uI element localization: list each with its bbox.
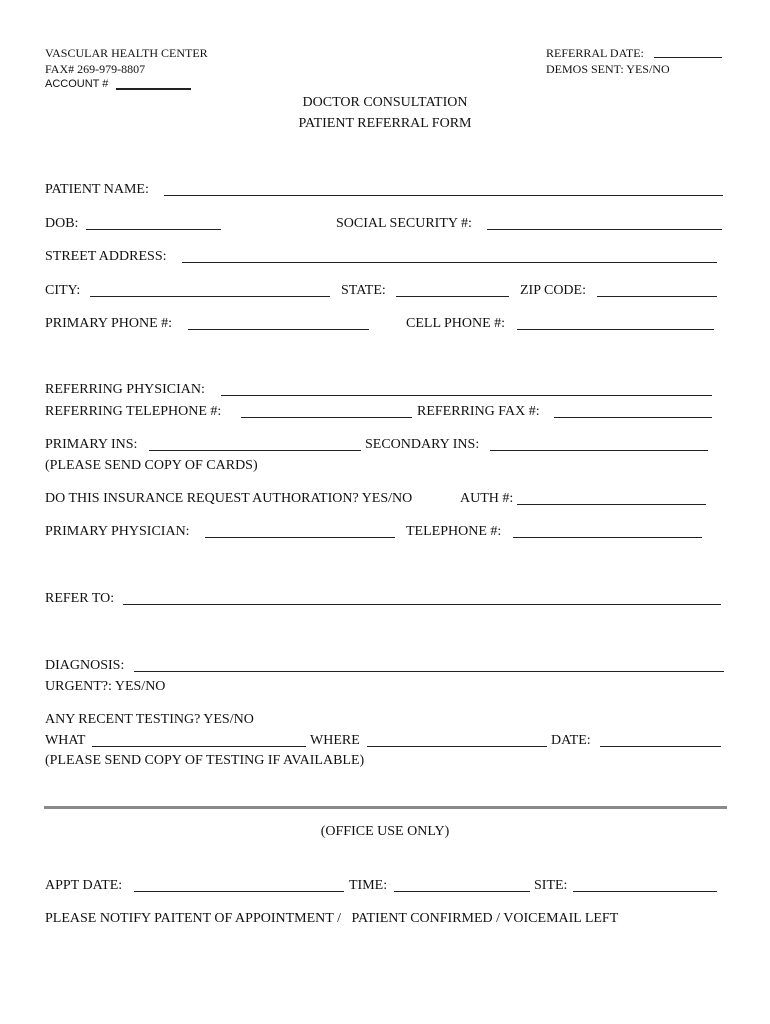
- primary-ins-label: PRIMARY INS:: [45, 437, 138, 452]
- account-field[interactable]: [116, 88, 191, 90]
- city-field[interactable]: [90, 296, 330, 297]
- refer-to-label: REFER TO:: [45, 591, 115, 606]
- testing-where-label: WHERE: [310, 733, 360, 748]
- office-use-heading: (OFFICE USE ONLY): [320, 824, 450, 839]
- auth-number-field[interactable]: [517, 504, 706, 505]
- testing-date-field[interactable]: [600, 746, 721, 747]
- demos-sent-label: DEMOS SENT: YES/NO: [546, 62, 670, 76]
- appt-time-label: TIME:: [349, 878, 388, 893]
- ssn-label: SOCIAL SECURITY #:: [336, 216, 472, 231]
- appt-date-label: APPT DATE:: [45, 878, 123, 893]
- diagnosis-field[interactable]: [134, 671, 724, 672]
- notify-patient-line: PLEASE NOTIFY PAITENT OF APPOINTMENT / PATIENT CONFIRMED / VOICEMAIL LEFT: [45, 911, 619, 926]
- section-divider: [44, 806, 727, 809]
- primary-ins-field[interactable]: [149, 450, 361, 451]
- state-label: STATE:: [341, 283, 386, 298]
- cell-phone-label: CELL PHONE #:: [406, 316, 506, 331]
- secondary-ins-label: SECONDARY INS:: [365, 437, 480, 452]
- appt-site-label: SITE:: [534, 878, 568, 893]
- city-label: CITY:: [45, 283, 81, 298]
- referring-fax-label: REFERRING FAX #:: [417, 404, 540, 419]
- state-field[interactable]: [396, 296, 509, 297]
- referral-date-label: REFERRAL DATE:: [546, 46, 644, 60]
- primary-physician-field[interactable]: [205, 537, 395, 538]
- zip-code-label: ZIP CODE:: [520, 283, 586, 298]
- dob-field[interactable]: [86, 229, 221, 230]
- primary-physician-telephone-label: TELEPHONE #:: [406, 524, 502, 539]
- auth-number-label: AUTH #:: [460, 491, 514, 506]
- patient-name-label: PATIENT NAME:: [45, 182, 149, 197]
- form-title-line2: PATIENT REFERRAL FORM: [298, 116, 472, 131]
- testing-what-field[interactable]: [92, 746, 306, 747]
- appt-site-field[interactable]: [573, 891, 717, 892]
- referring-fax-field[interactable]: [554, 417, 712, 418]
- testing-note: (PLEASE SEND COPY OF TESTING IF AVAILABLE): [45, 753, 365, 768]
- diagnosis-label: DIAGNOSIS:: [45, 658, 125, 673]
- referring-physician-field[interactable]: [221, 395, 712, 396]
- cards-note: (PLEASE SEND COPY OF CARDS): [45, 458, 258, 473]
- primary-physician-label: PRIMARY PHYSICIAN:: [45, 524, 190, 539]
- street-address-label: STREET ADDRESS:: [45, 249, 167, 264]
- referring-telephone-label: REFERRING TELEPHONE #:: [45, 404, 222, 419]
- primary-phone-field[interactable]: [188, 329, 369, 330]
- form-title-line1: DOCTOR CONSULTATION: [302, 95, 468, 110]
- ssn-field[interactable]: [487, 229, 722, 230]
- testing-date-label: DATE:: [551, 733, 591, 748]
- patient-name-field[interactable]: [164, 195, 723, 196]
- appt-time-field[interactable]: [394, 891, 530, 892]
- recent-testing-label: ANY RECENT TESTING? YES/NO: [45, 712, 254, 727]
- referring-physician-label: REFERRING PHYSICIAN:: [45, 382, 205, 397]
- urgent-label: URGENT?: YES/NO: [45, 679, 166, 694]
- street-address-field[interactable]: [182, 262, 717, 263]
- org-fax: FAX# 269-979-8807: [45, 62, 146, 76]
- primary-physician-telephone-field[interactable]: [513, 537, 702, 538]
- primary-phone-label: PRIMARY PHONE #:: [45, 316, 173, 331]
- referring-telephone-field[interactable]: [241, 417, 412, 418]
- testing-what-label: WHAT: [45, 733, 86, 748]
- refer-to-field[interactable]: [123, 604, 721, 605]
- testing-where-field[interactable]: [367, 746, 547, 747]
- cell-phone-field[interactable]: [517, 329, 714, 330]
- zip-code-field[interactable]: [597, 296, 717, 297]
- auth-question: DO THIS INSURANCE REQUEST AUTHORATION? YES/NO: [45, 491, 413, 506]
- dob-label: DOB:: [45, 216, 79, 231]
- secondary-ins-field[interactable]: [490, 450, 708, 451]
- referral-date-field[interactable]: [654, 57, 722, 58]
- account-label: ACCOUNT #: [45, 78, 109, 90]
- org-name: VASCULAR HEALTH CENTER: [45, 46, 208, 60]
- appt-date-field[interactable]: [134, 891, 344, 892]
